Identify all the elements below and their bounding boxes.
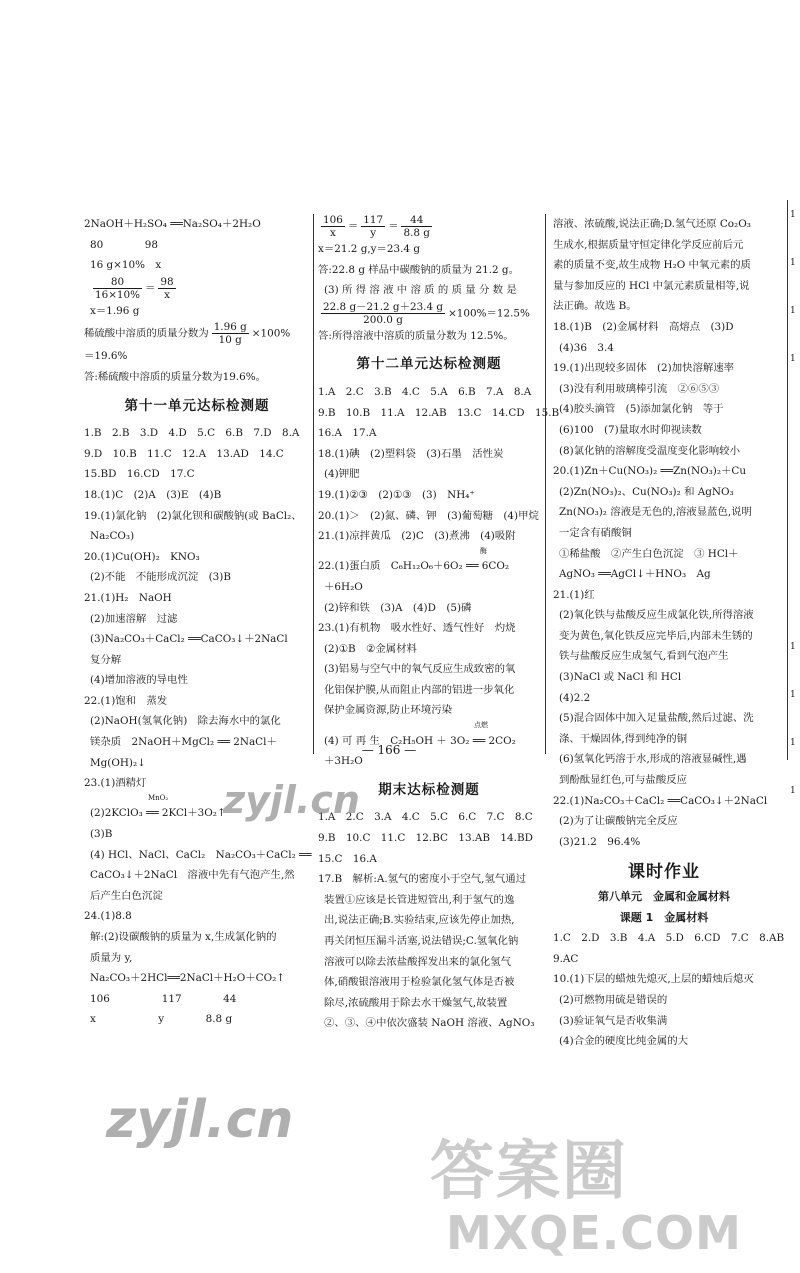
fraction: $\frac{80}{16\times 10\%}$ (95, 275, 141, 301)
answer-line: (6)100 (7)量取水时仰视读数 (559, 423, 702, 436)
answer-sentence: 答:所得溶液中溶质的质量分数为 12.5%。 (318, 329, 514, 342)
answer-line: Na₂CO₃) (90, 530, 135, 543)
edge-number: 1 (790, 258, 796, 268)
result: x＝1.96 g (90, 304, 140, 317)
mass-row: 106 117 44 (90, 992, 237, 1005)
result: ＝19.6% (84, 350, 128, 363)
answer-line: 复分解 (90, 653, 122, 666)
equation: (4) 可 再 生 C₂H₅OH ＋ 3O₂ ══ 2CO₂ (324, 734, 516, 747)
answer-line: ＋6H₂O (324, 580, 363, 593)
page-edge-divider (787, 200, 788, 760)
answer-line: (3)Na₂CO₃＋CaCl₂ ══CaCO₃↓＋2NaCl (90, 633, 288, 646)
answer-line: 20.(1)Zn＋Cu(NO₃)₂ ══Zn(NO₃)₂＋Cu (553, 465, 747, 478)
answer-line: (2)氧化铁与盐酸反应生成氯化铁,所得溶液 (559, 609, 754, 622)
answer-line: 涤、干燥固体,得到纯净的铜 (559, 732, 687, 745)
answer-line: 19.(1)②③ (2)①③ (3) NH₄⁺ (318, 488, 475, 501)
answer-line: 体,硝酸银溶液用于检验氯化氢气体是否被 (324, 976, 515, 989)
answer-line: ②、③、④中依次盛装 NaOH 溶液、AgNO₃ (324, 1017, 535, 1030)
answer-line: 装置①应该是长管进短管出,利于氢气的逸 (324, 893, 515, 906)
mass-row: x y 8.8 g (90, 1013, 233, 1026)
lesson-title: 课题 1 金属材料 (619, 910, 709, 924)
answer-column-left (84, 214, 310, 1030)
answer-line: 素的质量不变,故生成物 H₂O 中氧元素的质 (553, 259, 751, 272)
equation: 点燃 (474, 721, 488, 730)
answer-line: 9.AC (553, 952, 579, 965)
watermark-logo (430, 1120, 790, 1270)
answer-line: 后产生白色沉淀 (90, 889, 163, 902)
answer-line: (2)①B ②金属材料 (324, 642, 417, 655)
equation: MnO₂ (148, 793, 169, 802)
section-title: 期末达标检测题 (378, 781, 480, 798)
answer-line: 溶液可以除去浓盐酸挥发出来的氯化氢气 (324, 955, 512, 968)
answer-line: 化铝保护膜,从而阻止内部的铝进一步氧化 (324, 683, 515, 696)
edge-number: 1 (790, 642, 796, 652)
answer-line: 保护金属资源,防止环境污染 (324, 704, 452, 717)
answer-line: (4)增加溶液的导电性 (90, 674, 188, 687)
column-divider (313, 214, 314, 754)
answer-line: (3)NaCl 或 NaCl 和 HCl (559, 671, 682, 684)
answer-line: (2)加速溶解 过滤 (90, 612, 178, 625)
answer-line: 除尽,浓硫酸用于除去水干燥氢气,故装置 (324, 996, 508, 1009)
equation: Na₂CO₃＋2HCl══2NaCl＋H₂O＋CO₂↑ (90, 972, 285, 985)
answer-line: 18.(1)碘 (2)塑料袋 (3)石墨 活性炭 (318, 447, 504, 460)
answer-line: 22.(1)Na₂CO₃＋CaCl₂ ══CaCO₃↓＋2NaCl (553, 794, 768, 807)
answer-line: 23.(1)酒精灯 (84, 777, 147, 790)
answer-line: 18.(1)B (2)金属材料 高熔点 (3)D (553, 320, 734, 333)
mass-row: 80 98 (90, 238, 159, 251)
answer-line: 9.B 10.B 11.A 12.AB 13.C 14.CD 15.B (318, 406, 560, 419)
answer-line: 10.(1)下层的蜡烛先熄灭,上层的蜡烛后熄灭 (553, 973, 754, 986)
answer-line: (2)可燃物用硫是错误的 (559, 993, 668, 1006)
answer-line: 1.A 2.C 3.B 4.C 5.A 6.B 7.A 8.A (318, 385, 532, 398)
answer-line: 量与参加反应的 HCl 中氯元素质量相等,说 (553, 279, 750, 292)
page-number: — 166 — (361, 743, 417, 757)
answer-line: 20.(1)Cu(OH)₂ KNO₃ (84, 550, 200, 563)
answer-line: 再关闭恒压漏斗活塞,说法错误;C.氢氧化钠 (324, 935, 519, 947)
edge-number: 1 (790, 354, 796, 364)
answer-line: 21.(1)H₂ NaOH (84, 591, 172, 604)
answer-line: (3)验证氧气是否收集满 (559, 1014, 668, 1027)
ratio-equation: $\frac{106}{x}$ ＝ $\frac{117}{y}$ ＝ $\frac{44}{8.8 g}$ (323, 214, 430, 239)
edge-number: 1 (790, 786, 796, 796)
watermark-brand: 答案圈 (430, 1135, 628, 1209)
answer-line: 15.BD 16.CD 17.C (84, 468, 195, 481)
result: x＝21.2 g,y＝23.4 g (318, 243, 420, 255)
answer-line: (6)氢氧化钙溶于水,形成的溶液显碱性,遇 (559, 753, 747, 766)
answer-line: ①稀盐酸 ②产生白色沉淀 ③ HCl＋ (559, 547, 739, 560)
answer-line: 19.(1)氯化钠 (2)氯化钡和碳酸钠(或 BaCl₂、 (84, 509, 302, 522)
answer-line: 镁杂质 2NaOH＋MgCl₂ ══ 2NaCl＋ (90, 736, 277, 749)
answer-line: 生成水,根据质量守恒定律化学反应前后元 (553, 238, 744, 251)
section-title: 第十二单元达标检测题 (356, 356, 502, 373)
answer-line: 20.(1)＞ (2)氮、磷、钾 (3)葡萄糖 (4)甲烷 (318, 509, 539, 522)
edge-number: 1 (790, 690, 796, 700)
answer-line: 19.(1)出现较多固体 (2)加快溶解速率 (553, 362, 735, 375)
answer-line: (2)NaOH(氢氧化钠) 除去海水中的氯化 (90, 715, 281, 728)
cut-off-right-column (790, 210, 800, 834)
mass-fraction: 稀硫酸中溶质的质量分数为 $\frac{1.96 g}{10 g}$ ×100% (84, 321, 291, 347)
answer-line: 铁与盐酸反应生成氢气,看到气泡产生 (559, 650, 729, 663)
answer-line: (3)铝易与空气中的氧气反应生成致密的氧 (324, 663, 516, 676)
answer-sentence: 答:稀硫酸中溶质的质量分数为19.6%。 (84, 370, 266, 383)
mass-row: 16 g×10% x (90, 259, 162, 272)
answer-line: 法正确。故选 B。 (553, 300, 637, 313)
answer-line: 质量为 y, (90, 951, 133, 964)
fraction: $\frac{98}{x}$ (160, 275, 174, 301)
column-divider (545, 214, 546, 754)
answer-line: Mg(OH)₂↓ (90, 756, 146, 769)
answer-line: 解:(2)设碳酸钠的质量为 x,生成氯化钠的 (90, 931, 277, 943)
answer-line: 18.(1)C (2)A (3)E (4)B (84, 488, 222, 501)
answer-line: (4)钾肥 (324, 468, 360, 481)
answer-column-right (553, 214, 785, 1052)
answer-line: (4)2.2 (559, 691, 591, 704)
answer-line: 1.B 2.B 3.D 4.D 5.C 6.B 7.D 8.A (84, 427, 300, 440)
answer-line: 21.(1)凉拌黄瓜 (2)C (3)煮沸 (4)吸附 (318, 530, 516, 543)
equation: 2NaOH＋H₂SO₄ ══Na₂SO₄＋2H₂O (84, 218, 261, 230)
answer-line: 9.B 10.C 11.C 12.BC 13.AB 14.BD (318, 832, 533, 845)
mass-fraction: $\frac{22.8 g-21.2 g+23.4 g}{200.0 g}$ ×100%＝12.5% (323, 300, 530, 326)
equation: 酶 (480, 546, 487, 555)
answer-line: 到酚酞显红色,可与盐酸反应 (559, 774, 687, 787)
answer-line: 出,说法正确;B.实验结束,应该先停止加热, (324, 914, 515, 927)
answer-line: 溶液、浓硫酸,说法正确;D.氢气还原 Co₂O₃ (553, 218, 751, 230)
answer-line: (3)B (90, 828, 113, 841)
answer-line: 1.C 2.D 3.B 4.A 5.D 6.CD 7.C 8.AB (553, 932, 785, 945)
answer-line: (8)氯化钠的溶解度受温度变化影响较小 (559, 444, 740, 457)
answer-line: 15.C 16.A (318, 852, 377, 865)
edge-number: 1 (790, 210, 796, 220)
answer-line: 16.A 17.A (318, 427, 377, 440)
equation: ＋3H₂O (324, 755, 363, 768)
answer-line: (4)36 3.4 (559, 341, 614, 354)
answer-line: (2)不能 不能形成沉淀 (3)B (90, 571, 231, 584)
answer-line: (3)21.2 96.4% (559, 835, 641, 848)
answer-line: Zn(NO₃)₂ 溶液是无色的,溶液显蓝色,说明 (559, 506, 752, 519)
section-title: 第十一单元达标检测题 (124, 397, 270, 414)
answer-line: (4)胶头滴管 (5)添加氯化钠 等于 (559, 403, 724, 416)
answer-line: 一定含有硝酸铜 (559, 526, 632, 539)
edge-number: 1 (790, 738, 796, 748)
chapter-title: 课时作业 (628, 862, 700, 883)
answer-line: (2)Zn(NO₃)₂、Cu(NO₃)₂ 和 AgNO₃ (559, 485, 734, 498)
answer-line: (5)混合固体中加入足量盐酸,然后过滤、洗 (559, 712, 754, 725)
watermark-site: MXQE.COM (446, 1206, 742, 1260)
answer-line: (3) 所 得 溶 液 中 溶 质 的 质 量 分 数 是 (324, 284, 517, 297)
answer-line: (4) HCl、NaCl、CaCl₂ Na₂CO₃＋CaCl₂ ══ (90, 848, 312, 861)
answer-line: 24.(1)8.8 (84, 910, 132, 923)
answer-line: (2)锌和铁 (3)A (4)D (5)磷 (324, 601, 472, 614)
watermark-zyjl: zyjl.cn (223, 778, 360, 822)
answer-line: (3)没有利用玻璃棒引流 ②⑥⑤③ (559, 382, 720, 395)
edge-number: 1 (790, 306, 796, 316)
watermark-zyjl: zyjl.cn (106, 1090, 294, 1150)
answer-line: (2)为了让碳酸钠完全反应 (559, 815, 678, 828)
unit-title: 第八单元 金属和金属材料 (598, 890, 730, 903)
equation: (2)2KClO₃ ══ 2KCl＋3O₂↑ (90, 807, 226, 820)
answer-line: 9.D 10.B 11.C 12.A 13.AD 14.C (84, 447, 284, 460)
answer-line: 22.(1)饱和 蒸发 (84, 694, 168, 707)
answer-line: 21.(1)红 (553, 588, 595, 601)
answer-line: 变为黄色,氧化铁反应完毕后,内部未生锈的 (559, 629, 753, 642)
answer-line: (4)合金的硬度比纯金属的大 (559, 1035, 689, 1048)
answer-line: AgNO₃ ══AgCl↓＋HNO₃ Ag (559, 568, 711, 581)
answer-sentence: 答:22.8 g 样品中碳酸钠的质量为 21.2 g。 (318, 263, 519, 276)
answer-line: 17.B 解析:A.氢气的密度小于空气,氢气通过 (318, 873, 527, 886)
answer-line: 1.A 2.C 3.A 4.C 5.C 6.C 7.C 8.C (318, 811, 533, 824)
answer-line: 23.(1)有机物 吸水性好、透气性好 灼烧 (318, 622, 516, 635)
ratio-equation: $\frac{80}{16\times 10\%}$ ＝ $\frac{98}{x}$ (95, 275, 174, 301)
equation: 22.(1)蛋白质 C₆H₁₂O₆＋6O₂ ══ 6CO₂ (318, 560, 510, 573)
answer-line: CaCO₃↓＋2NaCl 溶液中先有气泡产生,然 (90, 869, 295, 882)
answer-column-middle (318, 214, 560, 1034)
